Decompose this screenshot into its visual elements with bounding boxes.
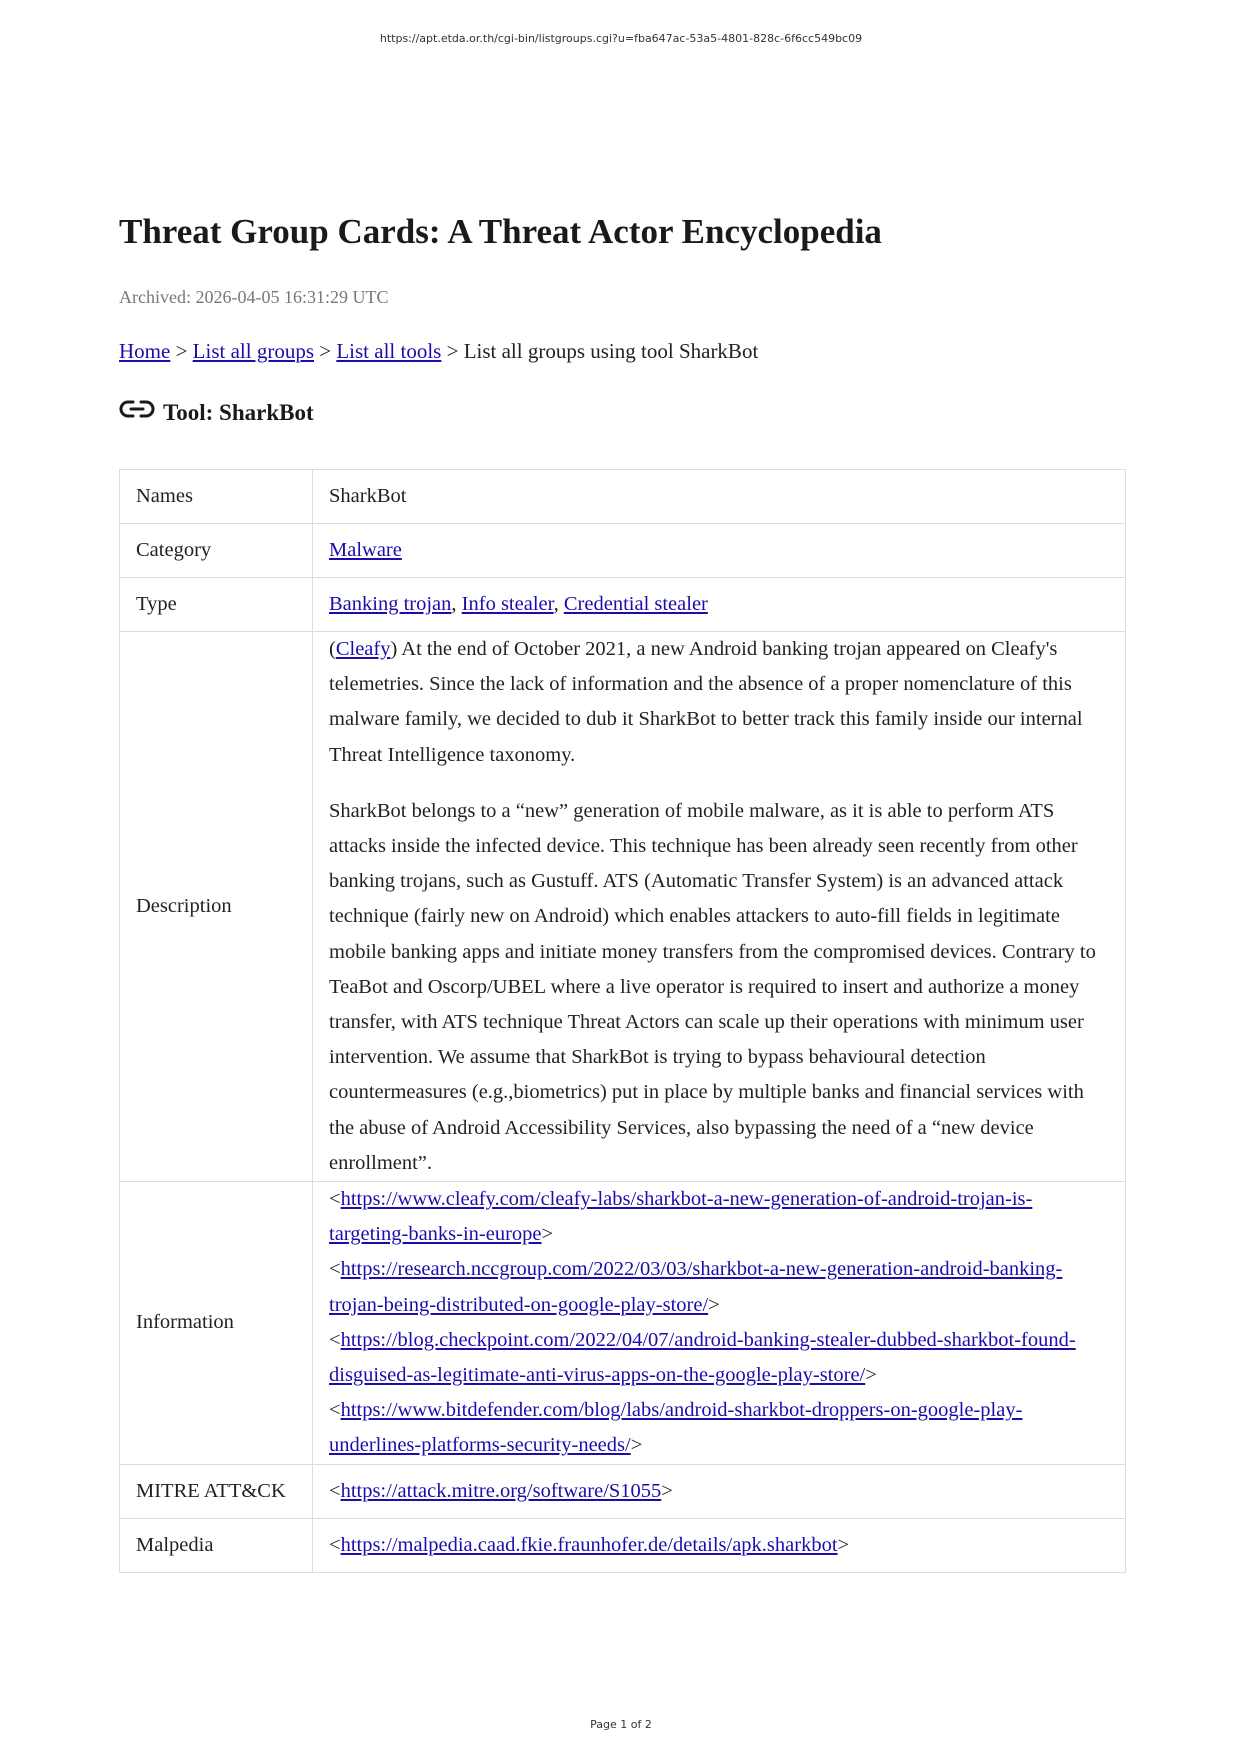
table-row-names: [120, 470, 1126, 524]
breadcrumb-separator: >: [446, 339, 459, 363]
row-label: Malpedia: [120, 1518, 313, 1572]
breadcrumb-separator: >: [175, 339, 188, 363]
angle-open: <: [329, 1328, 341, 1351]
information-value: [313, 1182, 1126, 1465]
malpedia-value: [313, 1518, 1126, 1572]
tool-heading: [119, 400, 314, 426]
breadcrumb-separator: >: [319, 339, 332, 363]
type-separator: ,: [553, 593, 564, 615]
row-label: MITRE ATT&CK: [120, 1464, 313, 1518]
table-row-mitre: [120, 1464, 1126, 1518]
type-separator: ,: [451, 593, 462, 615]
mitre-value: [313, 1464, 1126, 1518]
type-info-stealer-link[interactable]: Info stealer: [461, 593, 554, 615]
information-reference: [329, 1182, 1109, 1252]
tool-title: Tool: SharkBot: [163, 400, 314, 425]
category-malware-link[interactable]: Malware: [329, 539, 402, 561]
angle-open: <: [329, 1399, 341, 1422]
information-reference: [329, 1393, 1109, 1463]
angle-open: <: [329, 1533, 341, 1556]
reference-link[interactable]: https://www.cleafy.com/cleafy-labs/sharkbot-a-new-generation-of-android-trojan-is-targeting-banks-in-europe: [329, 1188, 1033, 1246]
row-label: Names: [120, 470, 313, 524]
row-label: Information: [120, 1182, 313, 1465]
description-paragraph-1: [329, 632, 1109, 773]
breadcrumb: [119, 339, 758, 364]
reference-link[interactable]: https://www.bitdefender.com/blog/labs/android-sharkbot-droppers-on-google-play-underlines-platforms-security-needs/: [329, 1399, 1023, 1457]
angle-close: >: [661, 1479, 673, 1502]
source-cleafy-link[interactable]: Cleafy: [335, 638, 391, 660]
row-label: Description: [120, 632, 313, 1182]
paren-close: ): [390, 638, 398, 660]
angle-open: <: [329, 1479, 341, 1502]
table-row-type: [120, 578, 1126, 632]
breadcrumb-groups-link[interactable]: List all groups: [192, 339, 314, 363]
mitre-link[interactable]: https://attack.mitre.org/software/S1055: [340, 1479, 662, 1502]
description-paragraph-2: SharkBot belongs to a “new” generation of mobile malware, as it is able to perform ATS attacks inside the infected device. This technique has been already seen recently from other banking trojans, such as Gustuff. ATS (Automatic Transfer System) is an advanced attack technique (fairly new on Android) which enables attackers to auto-fill fields in legitimate mobile banking apps and initiate money transfers from the compromised devices. Contrary to TeaBot and Oscorp/UBEL where a live operator is required to insert and authorize a money transfer, with ATS technique Threat Actors can scale up their operations with minimum user intervention. We assume that SharkBot is trying to bypass behavioural detection countermeasures (e.g.,biometrics) put in place by multiple banks and financial services with the abuse of Android Accessibility Services, also bypassing the need of a “new device enrollment”.: [329, 799, 1096, 1174]
row-label: Type: [120, 578, 313, 632]
table-row-category: [120, 524, 1126, 578]
information-reference: [329, 1323, 1109, 1393]
tool-info-table: [119, 469, 1126, 1573]
angle-close: >: [630, 1434, 643, 1457]
category-value: [313, 524, 1126, 578]
type-value: [313, 578, 1126, 632]
angle-close: >: [865, 1364, 877, 1387]
malpedia-link[interactable]: https://malpedia.caad.fkie.fraunhofer.de/details/apk.sharkbot: [340, 1533, 838, 1556]
link-icon: [119, 397, 155, 421]
reference-link[interactable]: https://research.nccgroup.com/2022/03/03/sharkbot-a-new-generation-android-banking-trojan-being-distributed-on-google-play-store/: [329, 1258, 1063, 1316]
names-value: SharkBot: [313, 470, 1126, 524]
angle-close: >: [837, 1533, 850, 1556]
information-reference: [329, 1252, 1109, 1322]
reference-link[interactable]: https://blog.checkpoint.com/2022/04/07/android-banking-stealer-dubbed-sharkbot-found-disguised-as-legitimate-anti-virus-apps-on-the-google-play-store/: [329, 1328, 1076, 1387]
paren-open: (: [329, 638, 336, 660]
row-label: Category: [120, 524, 313, 578]
page-number: Page 1 of 2: [590, 1718, 652, 1731]
breadcrumb-current: List all groups using tool SharkBot: [463, 339, 759, 363]
table-row-malpedia: [120, 1518, 1126, 1572]
angle-close: >: [541, 1223, 554, 1246]
table-row-information: [120, 1182, 1126, 1465]
table-row-description: [120, 632, 1126, 1182]
description-paragraph-1-text: At the end of October 2021, a new Android banking trojan appeared on Cleafy's telemetries. Since the lack of information and the absence of a proper nomenclature of this malware family, we decided to dub it SharkBot to better track this family inside our internal Threat Intelligence taxonomy.: [329, 638, 1083, 766]
angle-open: <: [329, 1258, 341, 1281]
type-credential-stealer-link[interactable]: Credential stealer: [563, 593, 708, 615]
angle-open: <: [329, 1188, 341, 1211]
archived-timestamp: Archived: 2026-04-05 16:31:29 UTC: [119, 287, 389, 307]
print-header-url: https://apt.etda.or.th/cgi-bin/listgroups.cgi?u=fba647ac-53a5-4801-828c-6f6cc549bc09: [379, 32, 863, 45]
description-value: [313, 632, 1126, 1182]
breadcrumb-tools-link[interactable]: List all tools: [336, 339, 442, 363]
type-banking-trojan-link[interactable]: Banking trojan: [329, 593, 452, 615]
breadcrumb-home-link[interactable]: Home: [119, 339, 171, 363]
page-title: Threat Group Cards: A Threat Actor Encyclopedia: [119, 212, 882, 251]
angle-close: >: [708, 1293, 720, 1316]
